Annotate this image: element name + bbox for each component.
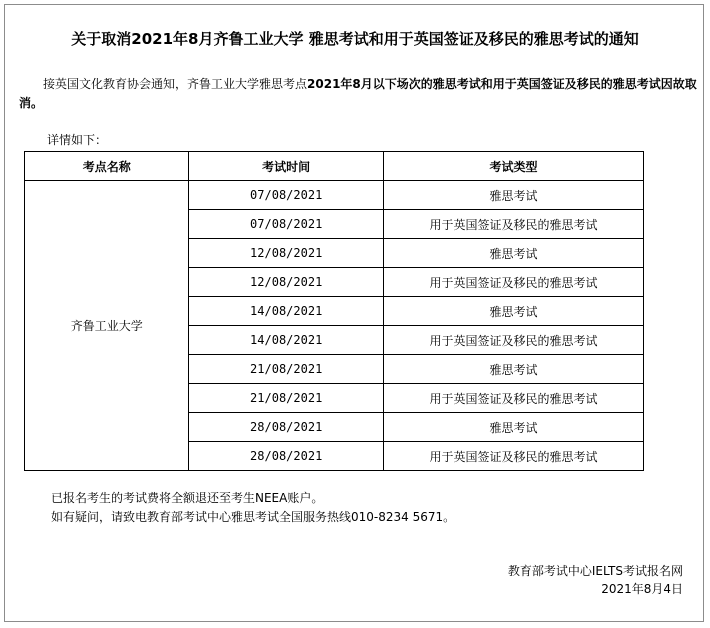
date-cell: 14/08/2021 bbox=[189, 297, 384, 326]
type-cell: 雅思考试 bbox=[383, 355, 643, 384]
date-cell: 07/08/2021 bbox=[189, 181, 384, 210]
date-cell: 07/08/2021 bbox=[189, 210, 384, 239]
signature-org: 教育部考试中心IELTS考试报名网 bbox=[507, 564, 683, 578]
type-cell: 雅思考试 bbox=[383, 413, 643, 442]
date-cell: 21/08/2021 bbox=[189, 355, 384, 384]
table-header-row bbox=[25, 152, 644, 181]
date-cell: 12/08/2021 bbox=[189, 268, 384, 297]
notice-frame bbox=[4, 4, 704, 622]
intro-paragraph bbox=[19, 75, 699, 113]
type-cell: 用于英国签证及移民的雅思考试 bbox=[383, 326, 643, 355]
date-cell: 14/08/2021 bbox=[189, 326, 384, 355]
type-cell: 用于英国签证及移民的雅思考试 bbox=[383, 442, 643, 471]
date-cell: 28/08/2021 bbox=[189, 442, 384, 471]
type-cell: 雅思考试 bbox=[383, 297, 643, 326]
type-cell: 用于英国签证及移民的雅思考试 bbox=[383, 210, 643, 239]
intro-text-bold: 2021年8月以下场次的雅思考试和用于英国签证及移民的雅思考试因故取消。 bbox=[19, 77, 697, 110]
header-type: 考试类型 bbox=[383, 152, 643, 181]
signature-date: 2021年8月4日 bbox=[601, 582, 683, 596]
exam-table bbox=[24, 151, 644, 471]
header-venue: 考点名称 bbox=[25, 152, 189, 181]
type-cell: 雅思考试 bbox=[383, 181, 643, 210]
hotline-note: 如有疑问，请致电教育部考试中心雅思考试全国服务热线010-8234 5671。 bbox=[51, 510, 456, 524]
date-cell: 28/08/2021 bbox=[189, 413, 384, 442]
type-cell: 用于英国签证及移民的雅思考试 bbox=[383, 384, 643, 413]
date-cell: 12/08/2021 bbox=[189, 239, 384, 268]
intro-text-plain: 接英国文化教育协会通知，齐鲁工业大学雅思考点 bbox=[43, 77, 308, 91]
type-cell: 用于英国签证及移民的雅思考试 bbox=[383, 268, 643, 297]
details-label: 详情如下： bbox=[47, 133, 108, 147]
refund-note: 已报名考生的考试费将全额退还至考生NEEA账户。 bbox=[51, 491, 324, 505]
notice-title: 关于取消2021年8月齐鲁工业大学 雅思考试和用于英国签证及移民的雅思考试的通知 bbox=[71, 30, 639, 48]
table-row bbox=[25, 181, 644, 210]
venue-cell: 齐鲁工业大学 bbox=[25, 181, 189, 471]
date-cell: 21/08/2021 bbox=[189, 384, 384, 413]
header-date: 考试时间 bbox=[189, 152, 384, 181]
type-cell: 雅思考试 bbox=[383, 239, 643, 268]
